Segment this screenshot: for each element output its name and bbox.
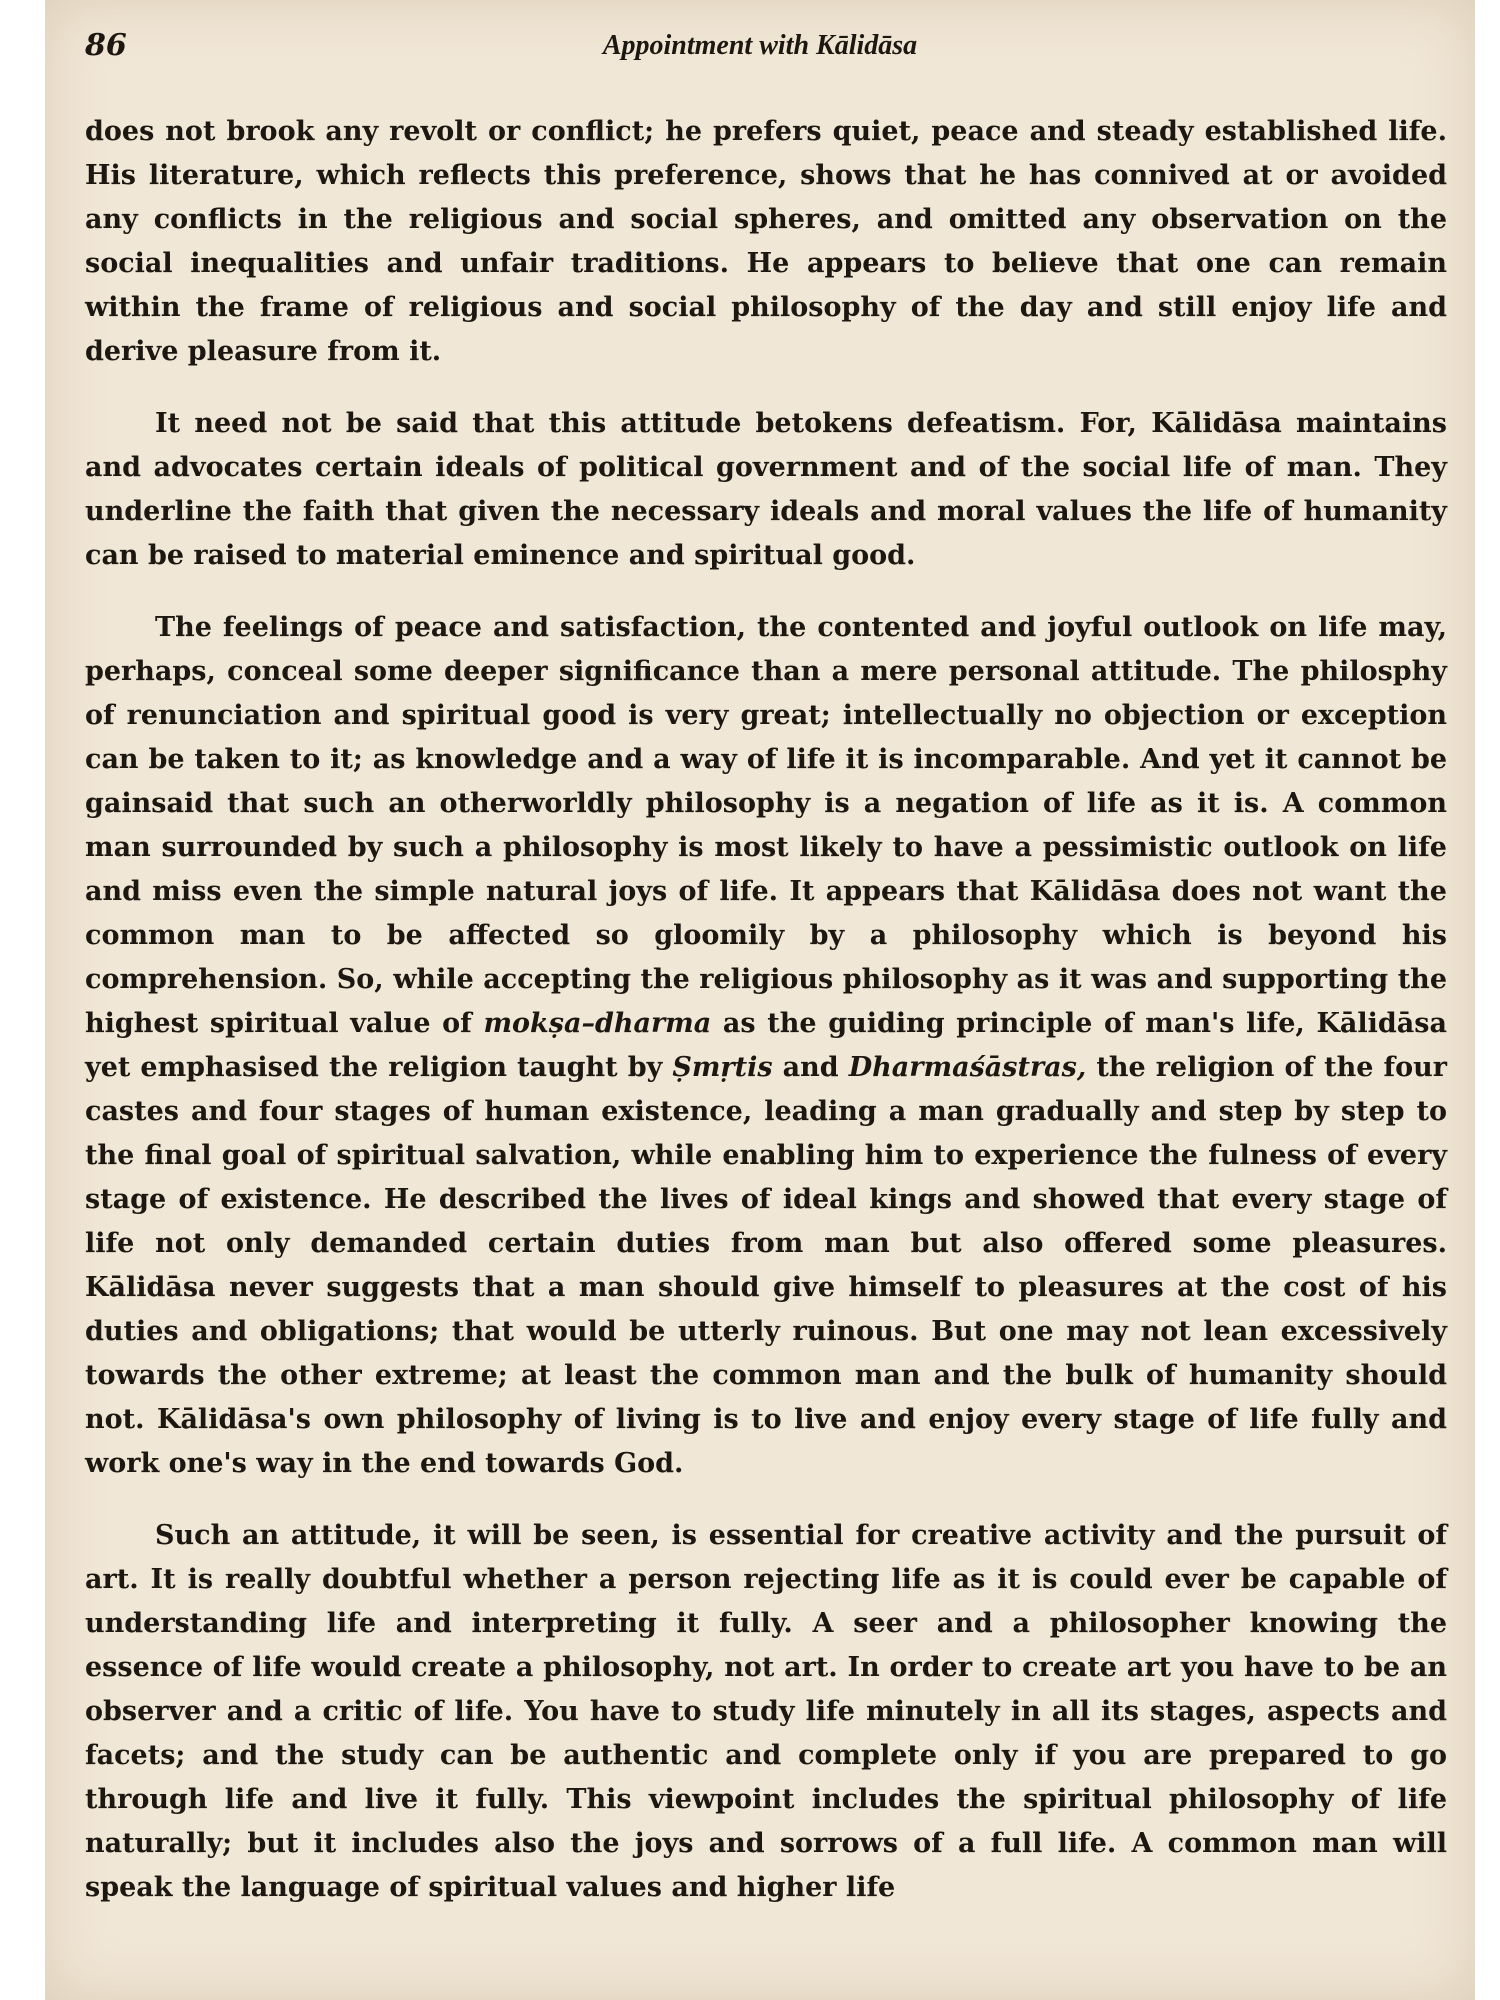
page-number: 86 bbox=[85, 28, 127, 63]
page-header bbox=[85, 28, 1435, 78]
running-title: Appointment with Kālidāsa bbox=[602, 30, 918, 61]
paragraph-3-text-a: The feelings of peace and satisfaction, the contented and joyful outlook on life may, perhaps, conceal some deeper significance than a mere personal attitude. The philosphy of renunciation and spiritual good is very great; intellectually no objection or exception can be taken to it; as knowledge and a way of life it is incomparable. And yet it cannot be gainsaid that such an otherworldly philosophy is a negation of life as it is. A common man surrounded by such a philosophy is most likely to have a pessimistic outlook on life and miss even the simple natural joys of life. It appears that Kālidāsa does not want the common man to be affected so gloomily by a philosophy which is beyond his comprehension. So, while accepting the religious philosophy as it was and supporting the highest spiritual value of bbox=[85, 612, 1447, 1039]
paragraph-4: Such an attitude, it will be seen, is essential for creative activity and the pursuit of art. It is really doubtful whether a person rejecting life as it is could ever be capable of understanding life and interpreting it fully. A seer and a philosopher knowing the essence of life would create a philosophy, not art. In order to create art you have to be an observer and a critic of life. You have to study life minutely in all its stages, aspects and facets; and the study can be authentic and complete only if you are prepared to go through life and live it fully. This viewpoint includes the spiritual philosophy of life naturally; but it includes also the joys and sorrows of a full life. A common man will speak the language of spiritual values and higher life bbox=[85, 1520, 1447, 1903]
term-moksa-dharma: mokṣa–dharma bbox=[483, 1008, 712, 1039]
paragraph-3-text-g: the religion of the four castes and four stages of human existence, leading a man gradually and step by step to the final goal of spiritual salvation, while enabling him to experience the fulness of every stage of existence. He described the lives of ideal kings and showed that every stage of life not only demanded certain duties from man but also offered some pleasures. Kālidāsa never suggests that a man should give himself to pleasures at the cost of his duties and obligations; that would be utterly ruinous. But one may not lean excessively towards the other extreme; at least the common man and the bulk of humanity should not. Kālidāsa's own philosophy of living is to live and enjoy every stage of life fully and work one's way in the end towards God. bbox=[85, 1052, 1447, 1479]
term-dharmasastras: Dharmaśāstras, bbox=[848, 1052, 1087, 1083]
paragraph-3 bbox=[85, 606, 1447, 1486]
paragraph-3-text-c: as the guiding principle of man's life, Kālidāsa yet emphasised the religion taught by bbox=[85, 1008, 1447, 1083]
paragraph-3-text-e: and bbox=[782, 1052, 839, 1083]
term-smrtis: Ṣmṛtis bbox=[672, 1052, 773, 1083]
paragraph-1: does not brook any revolt or conflict; he prefers quiet, peace and steady established life. His literature, which reflects this preference, shows that he has connived at or avoided any conflicts in the religious and social spheres, and omitted any observation on the social inequalities and unfair traditions. He appears to believe that one can remain within the frame of religious and social philosophy of the day and still enjoy life and derive pleasure from it. bbox=[85, 116, 1447, 367]
book-page bbox=[45, 0, 1475, 2000]
body-text bbox=[85, 110, 1447, 1910]
paragraph-2: It need not be said that this attitude betokens defeatism. For, Kālidāsa maintains and advocates certain ideals of political government and of the social life of man. They underline the faith that given the necessary ideals and moral values the life of humanity can be raised to material eminence and spiritual good. bbox=[85, 408, 1447, 571]
